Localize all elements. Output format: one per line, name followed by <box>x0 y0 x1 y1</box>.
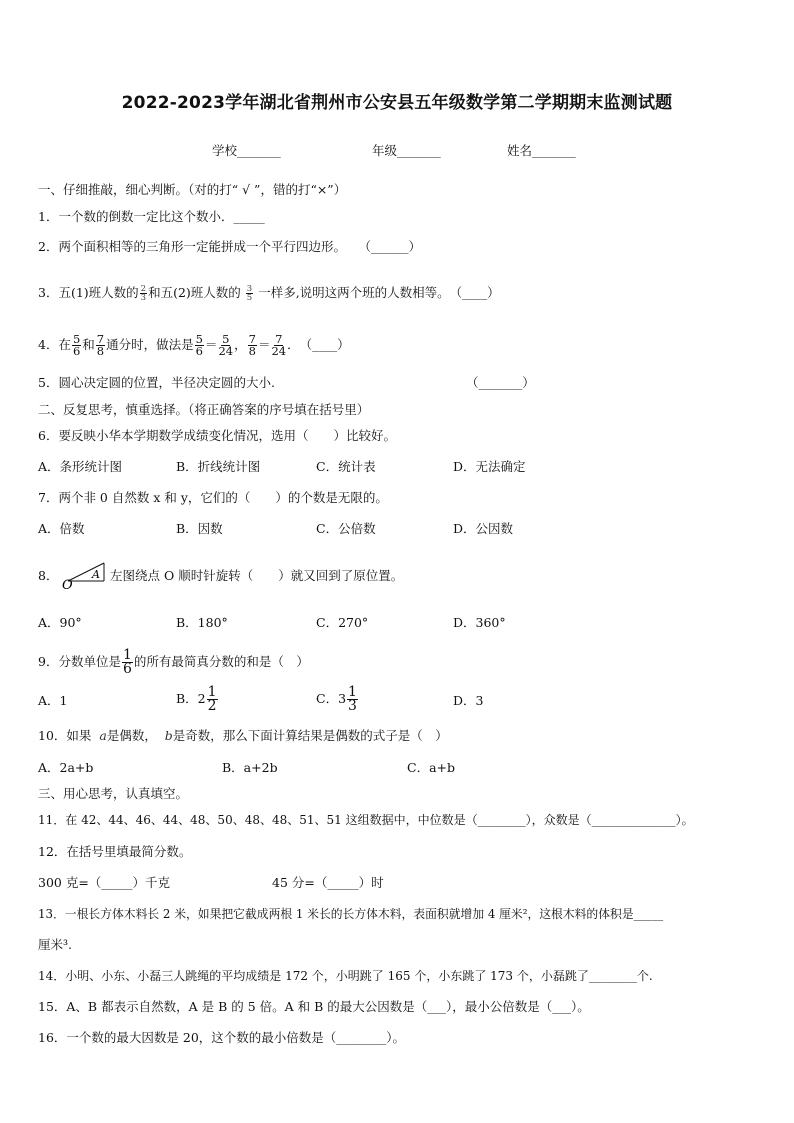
question-7: 7．两个非 0 自然数 x 和 y，它们的（ ）的个数是无限的。 <box>38 490 388 505</box>
school-field: 学校_______ <box>212 143 281 158</box>
q3-fraction-2 <box>246 285 253 302</box>
question-11: 11．在 42、44、46、44、48、50、48、48、51、51 这组数据中，中位数是（________），众数是（______________）。 <box>38 813 694 827</box>
question-13: 13．一根长方体木料长 2 米，如果把它截成两根 1 米长的长方体木料，表面积就增加 4 厘米²，这根木料的体积是_____ <box>38 907 664 921</box>
q4-f3-numerator: 5 <box>195 332 203 346</box>
q10-text-a: 10．如果 <box>38 728 92 743</box>
question-4 <box>38 334 350 357</box>
q9-option-b-fraction <box>207 686 218 713</box>
q9-option-d: D．3 <box>453 693 484 708</box>
q10-option-b: B．a+2b <box>222 760 278 775</box>
q10-variable-b: b <box>164 728 173 743</box>
q9-option-c-numerator: 1 <box>348 684 357 700</box>
q3-f2-numerator: 3 <box>246 284 253 294</box>
q3-text-c: 一样多,说明这两个班的人数相等。 （____） <box>258 285 500 300</box>
q9-option-b <box>176 686 219 713</box>
q4-text-c: 通分时，做法是 <box>106 337 194 352</box>
q9-option-b-denominator: 2 <box>207 698 217 714</box>
section-2-heading: 二、反复思考，慎重选择。（将正确答案的序号填在括号里） <box>38 402 370 417</box>
q6-option-a: A．条形统计图 <box>38 459 123 474</box>
q3-text-a: 3．五(1)班人数的 <box>38 285 139 300</box>
q10-option-a: A．2a+b <box>38 760 94 775</box>
q7-option-d: D．公因数 <box>453 521 514 536</box>
q12-part-b: 45 分=（_____）时 <box>272 875 384 890</box>
q12-part-a: 300 克=（_____）千克 <box>38 875 171 890</box>
q10-text-b: 是偶数， <box>106 728 157 743</box>
page-title: 2022-2023学年湖北省荆州市公安县五年级数学第二学期期末监测试题 <box>121 93 673 113</box>
q6-option-d: D．无法确定 <box>453 459 526 474</box>
question-12: 12．在括号里填最简分数。 <box>38 844 192 859</box>
q4-f5-denominator: 8 <box>248 344 256 358</box>
q4-text-a: 4．在 <box>38 337 71 352</box>
question-14: 14．小明、小东、小磊三人跳绳的平均成绩是 172 个，小明跳了 165 个，小东跳了 173 个，小磊跳了________个. <box>38 969 653 983</box>
question-6: 6．要反映小华本学期数学成绩变化情况，选用（ ）比较好。 <box>38 428 396 443</box>
q4-f2-numerator: 7 <box>96 332 105 346</box>
q4-equals-2: ＝ <box>257 337 271 352</box>
question-2: 2．两个面积相等的三角形一定能拼成一个平行四边形。 （______） <box>38 239 421 254</box>
q8-option-b: B．180° <box>176 615 228 630</box>
q7-option-b: B．因数 <box>176 521 223 536</box>
section-1-heading: 一、仔细推敲，细心判断。（对的打“ √ ”，错的打“×”） <box>38 182 347 197</box>
q4-f1-numerator: 5 <box>72 332 81 346</box>
q9-option-b-whole: B．2 <box>176 691 206 706</box>
q3-f1-denominator: 3 <box>140 293 147 303</box>
question-1: 1．一个数的倒数一定比这个数小．_____ <box>38 209 265 224</box>
q8-number: 8． <box>38 568 59 583</box>
q9-text-b: 的所有最简真分数的和是（ ） <box>133 654 309 669</box>
q9-text-a: 9．分数单位是 <box>38 654 121 669</box>
question-3 <box>38 284 500 302</box>
q8-option-d: D．360° <box>453 615 506 630</box>
point-a-label: A <box>92 568 100 581</box>
question-13-unit: 厘米³. <box>38 937 72 952</box>
question-5: 5．圆心决定圆的位置，半径决定圆的大小. <box>38 375 275 390</box>
q4-text-d: ． （____） <box>287 337 350 352</box>
q4-f6-numerator: 7 <box>275 332 283 346</box>
q4-f4-denominator: 24 <box>218 344 234 358</box>
q4-f5-numerator: 7 <box>248 332 256 346</box>
grade-field: 年级_______ <box>372 143 441 158</box>
q4-fraction-6 <box>271 334 286 357</box>
q4-fraction-2 <box>96 334 105 357</box>
q10-option-c: C．a+b <box>407 760 455 775</box>
q9-option-c-fraction <box>347 686 358 713</box>
name-field: 姓名_______ <box>507 143 576 158</box>
q9-option-c-denominator: 3 <box>348 698 357 714</box>
q3-text-b: 和五(2)班人数的 <box>148 285 241 300</box>
q4-fraction-5 <box>248 334 257 357</box>
question-15: 15．A、B 都表示自然数，A 是 B 的 5 倍。A 和 B 的最大公因数是（___），最小公倍数是（___）。 <box>38 999 590 1014</box>
q3-f2-denominator: 5 <box>246 293 253 303</box>
q10-variable-a: a <box>99 728 107 743</box>
q4-separator: ， <box>234 337 247 352</box>
q10-text-c: 是奇数，那么下面计算结果是偶数的式子是（ ） <box>172 728 448 743</box>
q9-denominator: 6 <box>122 661 132 677</box>
q4-fraction-4 <box>218 334 233 357</box>
question-8: 左图绕点 O 顺时针旋转（ ）就又回到了原位置。 <box>110 568 404 583</box>
question-16: 16．一个数的最大因数是 20，这个数的最小倍数是（________）。 <box>38 1030 406 1045</box>
q4-fraction-3 <box>195 334 204 357</box>
q6-option-c: C．统计表 <box>316 459 376 474</box>
q8-option-c: C．270° <box>316 615 369 630</box>
question-9 <box>38 649 309 676</box>
rotation-figure <box>62 559 108 589</box>
q9-option-a: A．1 <box>38 693 68 708</box>
q4-f2-denominator: 8 <box>96 344 105 358</box>
q9-option-c <box>316 686 359 713</box>
q4-f1-denominator: 6 <box>72 344 81 358</box>
q4-f6-denominator: 24 <box>271 344 287 358</box>
q4-fraction-1 <box>72 334 81 357</box>
section-3-heading: 三、用心思考，认真填空。 <box>38 786 189 801</box>
q3-fraction-1 <box>140 285 147 302</box>
q8-option-a: A．90° <box>38 615 82 630</box>
q9-numerator: 1 <box>122 647 132 663</box>
q4-f3-denominator: 6 <box>195 344 203 358</box>
q9-option-c-whole: C．3 <box>316 691 347 706</box>
question-10 <box>38 727 448 745</box>
q3-f1-numerator: 2 <box>140 284 147 294</box>
q4-equals-1: ＝ <box>204 337 218 352</box>
q4-f4-numerator: 5 <box>222 332 230 346</box>
q9-fraction <box>122 649 133 676</box>
point-o-label: O <box>62 578 73 589</box>
q4-text-b: 和 <box>82 337 95 352</box>
q9-option-b-numerator: 1 <box>207 684 217 700</box>
q5-answer-blank: （_______） <box>466 375 535 390</box>
q6-option-b: B．折线统计图 <box>176 459 261 474</box>
q7-option-a: A．倍数 <box>38 521 85 536</box>
q7-option-c: C．公倍数 <box>316 521 376 536</box>
